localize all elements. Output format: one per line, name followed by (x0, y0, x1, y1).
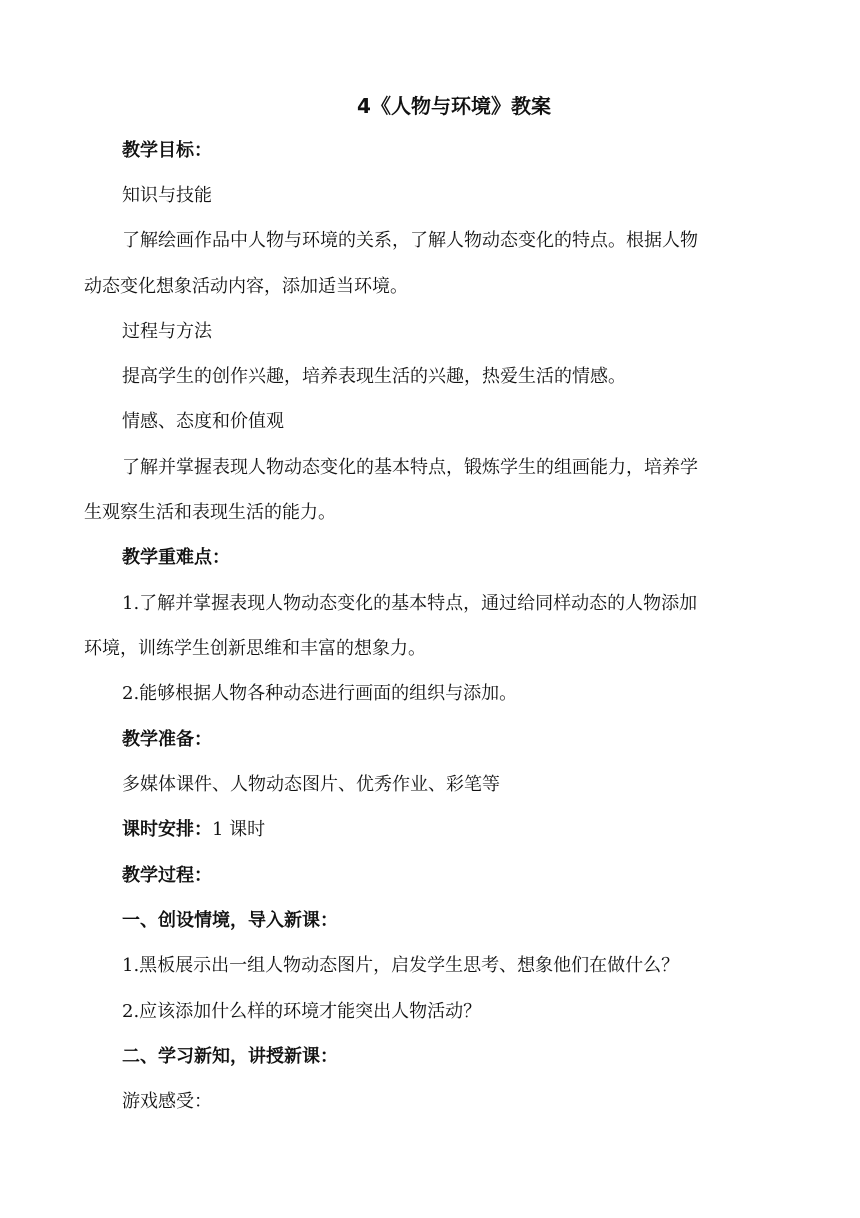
section-2-heading: 二、学习新知，讲授新课： (122, 1046, 338, 1067)
key-point-1-line-2: 环境，训练学生创新思维和丰富的想象力。 (84, 638, 426, 659)
knowledge-text-line-1: 了解绘画作品中人物与环境的关系，了解人物动态变化的特点。根据人物 (122, 230, 698, 251)
emotion-text-line-1: 了解并掌握表现人物动态变化的基本特点，锻炼学生的组画能力，培养学 (122, 457, 698, 478)
key-point-1-line-1: 1.了解并掌握表现人物动态变化的基本特点，通过给同样动态的人物添加 (122, 593, 698, 614)
section-2-text: 游戏感受： (122, 1091, 212, 1112)
knowledge-text-line-2: 动态变化想象活动内容，添加适当环境。 (84, 276, 408, 297)
knowledge-heading: 知识与技能 (122, 185, 212, 206)
key-points-heading: 教学重难点： (122, 547, 230, 568)
objectives-heading: 教学目标： (122, 140, 212, 161)
key-point-2: 2.能够根据人物各种动态进行画面的组织与添加。 (122, 683, 518, 704)
schedule-value: 1 课时 (212, 819, 266, 840)
emotion-heading: 情感、态度和价值观 (122, 411, 284, 432)
section-1-item-1: 1.黑板展示出一组人物动态图片，启发学生思考、想象他们在做什么？ (122, 955, 680, 976)
section-1-item-2: 2.应该添加什么样的环境才能突出人物活动？ (122, 1001, 482, 1022)
schedule-label: 课时安排： (122, 819, 212, 840)
process-steps-heading: 教学过程： (122, 865, 212, 886)
document-title: 4《人物与环境》教案 (357, 94, 551, 118)
prep-text: 多媒体课件、人物动态图片、优秀作业、彩笔等 (122, 774, 500, 795)
process-heading: 过程与方法 (122, 321, 212, 342)
section-1-heading: 一、创设情境，导入新课： (122, 910, 338, 931)
emotion-text-line-2: 生观察生活和表现生活的能力。 (84, 502, 336, 523)
schedule-line (122, 808, 822, 852)
prep-heading: 教学准备： (122, 729, 212, 750)
process-text: 提高学生的创作兴趣，培养表现生活的兴趣，热爱生活的情感。 (122, 366, 626, 387)
